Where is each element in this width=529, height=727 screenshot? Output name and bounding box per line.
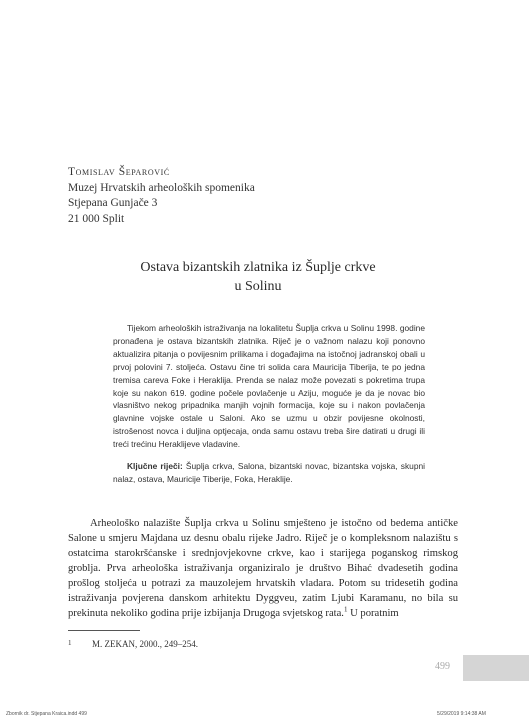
body-text-continued: U poratnim bbox=[347, 608, 399, 619]
footnote-ref[interactable]: 1 bbox=[343, 605, 348, 614]
body-text: Arheološko nalazište Šuplja crkva u Solinu smješteno je istočno od bedema antičke Salone u smjeru Majdana uz desnu obalu rijeke Jadro. Riječ je o kompleksnom nalazištu s ostatcima starokršćanske i srednjovjekovne crkve, kao i starijega poganskog rimskog groblja. Prva arheološka istraživanja organiziralo je društvo Bihać dvadesetih godina prošlog stoljeća u potrazi za mauzolejem hrvatskih vladara. Potom su tridesetih godina istraživanja povjerena danskom arhitektu Dyggveu, zatim Ljubi Karamanu, no bila su prekinuta nekoliko godina prije izbijanja Drugoga svjetskog rata. bbox=[68, 518, 458, 619]
keywords bbox=[113, 460, 425, 486]
author-city: 21 000 Split bbox=[68, 212, 125, 225]
author-institution: Muzej Hrvatskih arheoloških spomenika bbox=[68, 181, 255, 194]
footnote-number: 1 bbox=[68, 639, 72, 647]
footnote-divider bbox=[68, 630, 140, 631]
page-tab-marker bbox=[463, 655, 529, 681]
print-slug-file: Zbornik dr. Stjepana Kraica.indd 499 bbox=[6, 711, 87, 717]
author-street: Stjepana Gunjače 3 bbox=[68, 197, 158, 209]
keywords-text: Šuplja crkva, Salona, bizantski novac, bizantska vojska, skupni nalaz, ostava, Mauricije Tiberije, Foka, Heraklije. bbox=[113, 461, 425, 484]
body-paragraph bbox=[68, 516, 458, 621]
page-number: 499 bbox=[435, 661, 450, 672]
abstract: Tijekom arheoloških istraživanja na lokalitetu Šuplja crkva u Solinu 1998. godine pronađena je ostava bizantskih zlatnika. Riječ je o važnom nalazu koji ponovno aktualizira pitanja o povijesnim prilikama i događajima na istočnoj jadranskoj obali u prvoj polovini 7. stoljeća. Ostavu čine tri solida cara Mauricija Tiberija, te po jedna tremisa careva Foke i Heraklija. Prenda se nalaz može povezati s pokretima trupa koje su nakon 619. godine počele povlačenje u Aziju, moguće je da je novac bio vlasništvo nekog pripadnika manjih vojnih formacija, koje su i nakon povlačenja glavnine vojske ostale u Saloni. Ako se uzmu u obzir povijesne okolnosti, istrošenost novca i duljina optjecaja, onda samu ostavu treba šire datirati u drugi ili treći trećinu Heraklijeve vladavine. bbox=[113, 323, 425, 450]
article-title bbox=[68, 258, 448, 296]
title-line-1: Ostava bizantskih zlatnika iz Šuplje crkve bbox=[140, 260, 376, 275]
footnote-text: M. ZEKAN, 2000., 249–254. bbox=[92, 639, 198, 649]
title-line-2: u Solinu bbox=[234, 279, 282, 294]
print-slug-date: 5/29/2019 9:14:38 AM bbox=[437, 711, 486, 717]
author-name: Tomislav Šeparović bbox=[68, 166, 170, 178]
keywords-label: Ključne riječi: bbox=[127, 461, 183, 471]
footnote bbox=[68, 639, 198, 649]
author-block bbox=[68, 165, 255, 227]
